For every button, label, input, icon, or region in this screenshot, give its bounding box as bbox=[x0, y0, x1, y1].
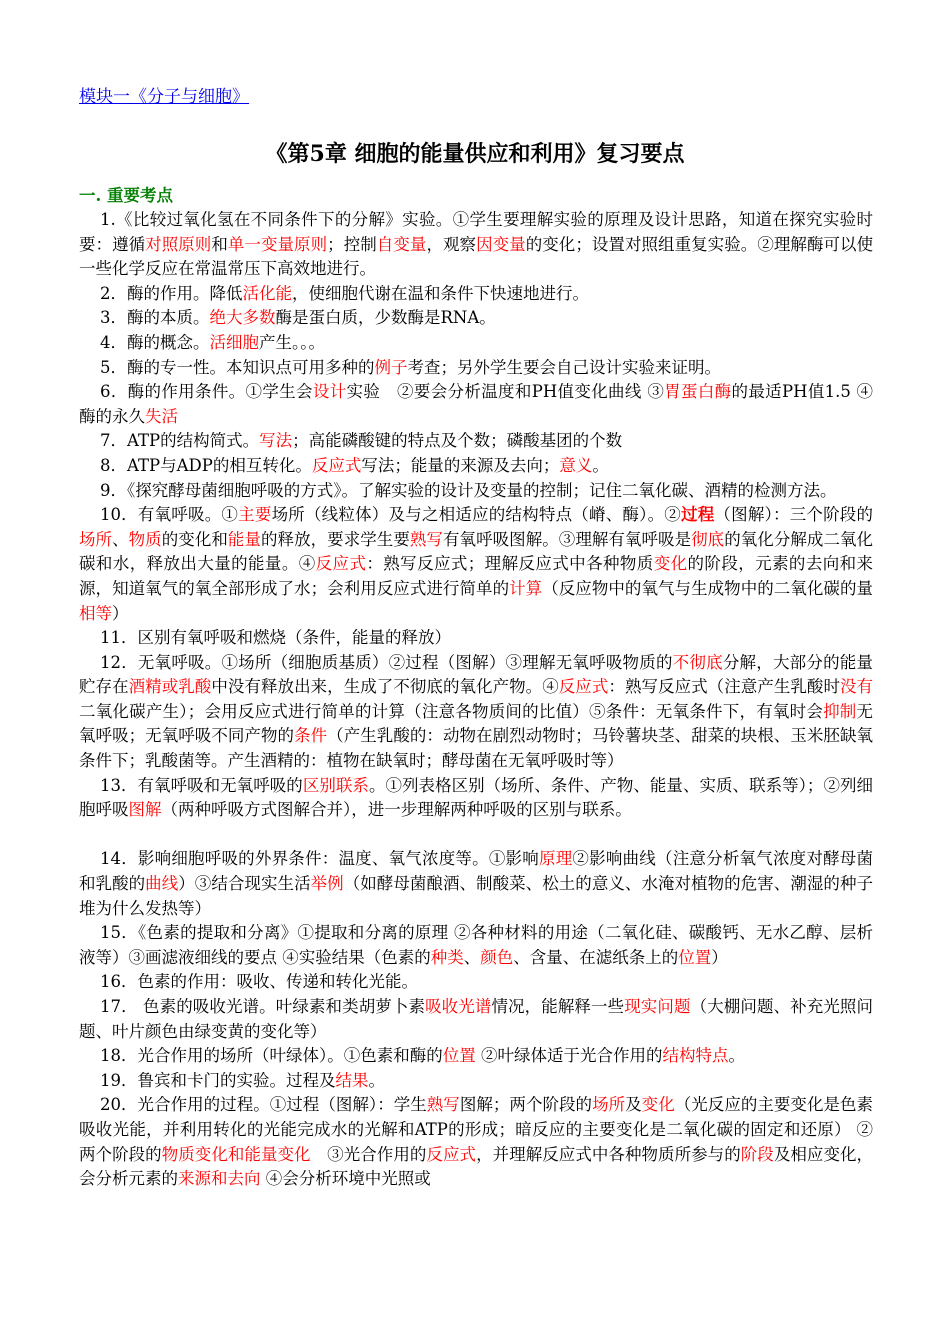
paragraph-text: 酶是蛋白质，少数酶是RNA。 bbox=[275, 308, 496, 328]
section-heading: 一. 重要考点 bbox=[79, 186, 173, 205]
key-point-paragraph bbox=[79, 847, 873, 921]
paragraph-text: 的释放，要求学生要 bbox=[261, 529, 410, 549]
paragraph-text: ②影响曲线（注意分析氧气浓度对酵母菌和乳酸的 bbox=[79, 849, 874, 894]
highlight-term: 失活 bbox=[145, 406, 178, 426]
paragraph-text: （光反应的主要变化是色素吸收光能，并利用转化的光能完成水的光解和ATP的形成；暗反应的主要变化是二氧化碳的固定和还原） ②两个阶段的 bbox=[79, 1095, 874, 1164]
paragraph-text: （反应物中的氧气与生成物中的二氧化碳的量 bbox=[542, 578, 874, 598]
key-point-paragraph bbox=[79, 429, 873, 454]
key-point-paragraph bbox=[79, 995, 873, 1044]
highlight-term: 物质 bbox=[128, 529, 162, 549]
highlight-term: 过程 bbox=[680, 505, 715, 525]
highlight-term: 主要 bbox=[238, 505, 272, 525]
paragraph-text: 图解；两个阶段的 bbox=[459, 1095, 593, 1115]
highlight-term: 熟写 bbox=[426, 1095, 460, 1115]
paragraph-text: 的变化和 bbox=[161, 529, 228, 549]
paragraph-text: 18．光合作用的场所（叶绿体）。①色素和酶的 bbox=[99, 1046, 443, 1066]
highlight-term: 原理 bbox=[538, 849, 573, 869]
highlight-term: 计算 bbox=[509, 578, 543, 598]
paragraph-text: 的氧化分解成二氧化碳和水，释放出大量的能量。④ bbox=[79, 529, 874, 574]
paragraph-text: 。 bbox=[368, 1070, 385, 1090]
highlight-term: 胃蛋白酶 bbox=[664, 382, 732, 402]
paragraph-text: ，使细胞代谢在温和条件下快速地进行。 bbox=[291, 283, 589, 303]
highlight-term: 活化能 bbox=[242, 283, 292, 303]
highlight-term: 活细胞 bbox=[209, 332, 259, 352]
key-point-paragraph bbox=[79, 454, 873, 479]
paragraph-text: 实验 ②要会分析温度和PH值变化曲线 ③ bbox=[346, 382, 665, 402]
paragraph-text: ④会分析环境中光照或 bbox=[260, 1169, 431, 1189]
highlight-term: 熟写 bbox=[409, 529, 443, 549]
paragraph-text: 、 bbox=[463, 947, 481, 967]
key-point-paragraph bbox=[79, 1093, 873, 1191]
blank-line bbox=[79, 823, 873, 848]
paragraph-text: 、含量、在滤纸条上的 bbox=[513, 947, 679, 967]
highlight-term: 变化 bbox=[653, 554, 688, 574]
paragraph-text: 17． 色素的吸收光谱。叶绿素和类胡萝卜素 bbox=[99, 997, 426, 1016]
key-point-paragraph bbox=[79, 208, 873, 282]
paragraph-text: 及 bbox=[625, 1095, 642, 1115]
highlight-term: 自变量 bbox=[376, 234, 427, 254]
key-point-paragraph bbox=[79, 503, 873, 626]
paragraph-text: 13．有氧呼吸和无氧呼吸的 bbox=[99, 775, 303, 795]
paragraph-text: 有氧呼吸图解。③理解有氧呼吸是 bbox=[442, 529, 692, 549]
paragraph-text: 的最适PH值1.5 ④ 酶的永久 bbox=[79, 382, 873, 426]
highlight-term: 现实问题 bbox=[624, 997, 691, 1016]
module-link[interactable]: 模块一《分子与细胞》 bbox=[79, 87, 249, 107]
paragraph-text: 5．酶的专一性。本知识点可用多种的 bbox=[99, 357, 375, 377]
paragraph-text: 产生。。。 bbox=[258, 332, 325, 352]
paragraph-text: 二氧化碳产生）；会用反应式进行简单的计算（注意各物质间的比值）⑤条件：无氧条件下，有氧时会 bbox=[79, 701, 824, 721]
paragraph-text: 3．酶的本质。 bbox=[99, 308, 210, 328]
paragraph-text: 12．无氧呼吸。①场所（细胞质基质）②过程（图解）③理解无氧呼吸物质的 bbox=[99, 652, 673, 672]
paragraph-text: ；高能磷酸键的特点及个数；磷酸基团的个数 bbox=[292, 431, 623, 451]
highlight-term: 意义 bbox=[559, 455, 593, 475]
paragraph-text: （产生乳酸的：动物在剧烈动物时；马铃薯块茎、甜菜的块根、玉米胚缺氧条件下；乳酸菌等。产生酒精的：植物在缺氧时；酵母菌在无氧呼吸时等） bbox=[79, 726, 874, 771]
paragraph-text: 及相应变化，会分析元素的 bbox=[79, 1144, 874, 1189]
paragraph-text: 考查；另外学生要会自己设计实验来证明。 bbox=[407, 357, 721, 377]
paragraph-text: 。①列表格区别（场所、条件、产物、能量、实质、联系等）；②列细胞呼吸 bbox=[79, 775, 874, 820]
paragraph-text: 6．酶的作用条件。①学生会 bbox=[99, 382, 313, 402]
highlight-term: 酒精或乳酸 bbox=[128, 677, 212, 697]
paragraph-text: 11．区别有氧呼吸和燃烧（条件，能量的释放） bbox=[99, 628, 451, 648]
paragraph-text: 情况，能解释一些 bbox=[491, 997, 625, 1016]
paragraph-text: 场所（线粒体）及与之相适应的结构特点（嵴、酶）。② bbox=[271, 505, 681, 525]
highlight-term: 吸收光谱 bbox=[425, 997, 492, 1016]
highlight-term: 反应式 bbox=[558, 677, 609, 697]
paragraph-text: （大棚问题、补充光照问题、叶片颜色由绿变黄的变化等） bbox=[79, 997, 874, 1041]
highlight-term: 种类 bbox=[430, 947, 464, 967]
highlight-term: 能量 bbox=[227, 529, 261, 549]
key-point-paragraph bbox=[79, 921, 873, 970]
paragraph-text: 14．影响细胞呼吸的外界条件：温度、氧气浓度等。①影响 bbox=[99, 849, 539, 869]
key-point-paragraph bbox=[79, 380, 873, 429]
highlight-term: 相等 bbox=[79, 603, 112, 623]
highlight-term: 结构特点 bbox=[662, 1046, 729, 1066]
paragraph-text: ③光合作用的 bbox=[310, 1144, 427, 1164]
paragraph-text: （图解）：三个阶段的 bbox=[714, 505, 874, 525]
highlight-term: 举例 bbox=[310, 874, 344, 894]
paragraph-text: 4．酶的概念。 bbox=[99, 332, 210, 352]
key-point-paragraph bbox=[79, 356, 873, 381]
paragraph-text: 和 bbox=[211, 234, 228, 254]
paragraph-text: 的阶段，元素的去向和来源，知道氧气的氧全部形成了水；会利用反应式进行简单的 bbox=[79, 554, 874, 598]
paragraph-text: ：熟写反应式（注意产生乳酸时 bbox=[608, 677, 841, 697]
paragraph-text: ，观察 bbox=[426, 234, 477, 254]
highlight-term: 不彻底 bbox=[672, 652, 723, 672]
highlight-term: 因变量 bbox=[476, 234, 526, 254]
paragraph-text: 。 bbox=[592, 455, 609, 475]
paragraph-text: 无氧呼吸；无氧呼吸不同产物的 bbox=[79, 701, 874, 746]
paragraph-text: 20．光合作用的过程。①过程（图解）：学生 bbox=[99, 1095, 427, 1115]
paragraph-text: 7．ATP的结构简式。 bbox=[99, 431, 260, 451]
paragraph-text: ；控制 bbox=[327, 234, 377, 254]
highlight-term: 图解 bbox=[128, 800, 162, 820]
highlight-term: 物质变化和能量变化 bbox=[161, 1144, 311, 1164]
paragraph-text: 、 bbox=[112, 529, 129, 549]
highlight-term: 反应式 bbox=[426, 1144, 477, 1164]
highlight-term: 没有 bbox=[840, 677, 874, 697]
paragraph-text: 2．酶的作用。降低 bbox=[99, 283, 243, 303]
paragraph-text: 的变化；设置对照组重复实验。②理解酶可以使一些化学反应在常温常压下高效地进行。 bbox=[79, 234, 874, 279]
paragraph-text: 中没有释放出来，生成了不彻底的氧化产物。④ bbox=[211, 677, 559, 697]
highlight-term: 条件 bbox=[294, 726, 328, 746]
key-point-paragraph bbox=[79, 970, 873, 995]
paragraph-text: ②叶绿体适于光合作用的 bbox=[475, 1046, 663, 1066]
paragraph-text: 9．《探究酵母菌细胞呼吸的方式》。了解实验的设计及变量的控制；记住二氧化碳、酒精的检测方法。 bbox=[99, 480, 837, 500]
highlight-term: 单一变量原则 bbox=[227, 234, 328, 254]
paragraph-text: ：熟写反应式；理解反应式中各种物质 bbox=[366, 554, 654, 574]
highlight-term: 反应式 bbox=[315, 554, 367, 574]
page-title: 《第5章 细胞的能量供应和利用》复习要点 bbox=[265, 141, 685, 167]
key-point-paragraph bbox=[79, 331, 873, 356]
paragraph-text: （如酵母菌酿酒、制酸菜、松土的意义、水淹对植物的危害、潮湿的种子堆为什么发热等） bbox=[79, 874, 874, 918]
paragraph-text: 分解，大部分的能量贮存在 bbox=[79, 652, 874, 697]
paragraph-text: 16．色素的作用：吸收、传递和转化光能。 bbox=[99, 972, 418, 992]
highlight-term: 曲线 bbox=[145, 874, 179, 894]
key-point-paragraph bbox=[79, 626, 873, 651]
key-point-paragraph bbox=[79, 1069, 873, 1094]
highlight-term: 来源和去向 bbox=[178, 1169, 261, 1189]
highlight-term: 绝大多数 bbox=[209, 308, 276, 328]
paragraph-text: （两种呼吸方式图解合并），进一步理解两种呼吸的区别与联系。 bbox=[161, 800, 632, 820]
paragraph-text: ）③结合现实生活 bbox=[178, 874, 311, 894]
key-point-paragraph bbox=[79, 1044, 873, 1069]
paragraph-text: 10．有氧呼吸。① bbox=[99, 505, 239, 525]
highlight-term: 变化 bbox=[641, 1095, 675, 1115]
highlight-term: 位置 bbox=[442, 1046, 476, 1066]
key-point-paragraph bbox=[79, 282, 873, 307]
paragraph-text: ，并理解反应式中各种物质所参与的 bbox=[476, 1144, 741, 1164]
highlight-term: 设计 bbox=[312, 382, 347, 402]
highlight-term: 区别联系 bbox=[302, 775, 369, 795]
highlight-term: 场所 bbox=[592, 1095, 626, 1115]
key-point-paragraph bbox=[79, 651, 873, 774]
paragraph-text: 1.《比较过氧化氢在不同条件下的分解》实验。①学生要理解实验的原理及设计思路，知道在探究实验时要：遵循 bbox=[79, 210, 873, 254]
highlight-term: 对照原则 bbox=[145, 234, 212, 254]
highlight-term: 阶段 bbox=[740, 1144, 774, 1164]
key-point-paragraph bbox=[79, 479, 873, 504]
highlight-term: 结果 bbox=[335, 1070, 369, 1090]
highlight-term: 颜色 bbox=[480, 947, 514, 967]
highlight-term: 写法 bbox=[259, 431, 293, 451]
key-point-paragraph bbox=[79, 774, 873, 823]
highlight-term: 位置 bbox=[678, 947, 712, 967]
paragraph-text: ） bbox=[112, 603, 129, 623]
highlight-term: 彻底 bbox=[691, 529, 725, 549]
highlight-term: 反应式 bbox=[311, 455, 362, 475]
key-point-paragraph bbox=[79, 306, 873, 331]
paragraph-text: 。 bbox=[728, 1046, 745, 1066]
paragraph-text: ） bbox=[711, 947, 728, 967]
paragraph-text: 15．《色素的提取和分离》①提取和分离的原理 ②各种材料的用途（二氧化硅、碳酸钙、无水乙醇、层析液等）③画滤液细线的要点 ④实验结果（色素的 bbox=[79, 923, 873, 967]
highlight-term: 抑制 bbox=[823, 701, 857, 721]
document-body bbox=[79, 208, 873, 1192]
highlight-term: 例子 bbox=[374, 357, 408, 377]
highlight-term: 场所 bbox=[79, 529, 113, 549]
paragraph-text: 8．ATP与ADP的相互转化。 bbox=[99, 455, 312, 475]
paragraph-text: 写法；能量的来源及去向； bbox=[361, 455, 560, 475]
paragraph-text: 19．鲁宾和卡门的实验。过程及 bbox=[99, 1070, 336, 1090]
